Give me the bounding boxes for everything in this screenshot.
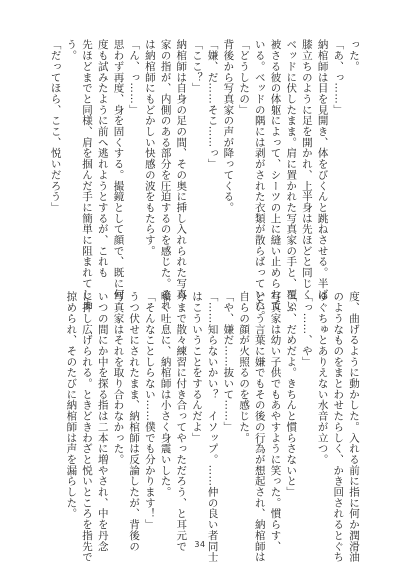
text-line: うつ伏せにされたまま、納棺師は反論したが、背後の bbox=[128, 291, 141, 552]
text-line: 「ここ？」 bbox=[190, 39, 203, 94]
text-line: 納棺師は自身の足の間、その奥に挿し入れられた写真 bbox=[175, 39, 188, 300]
text-line: のようなものをまとわせたらしく、かき回されるとぐち bbox=[332, 291, 345, 563]
text-line: 膝立ちのように足を開かれ、上半身は先ほどと同じく bbox=[300, 39, 313, 300]
text-line: という言葉に嫌でもその後の行為が想起され、納棺師は bbox=[253, 291, 266, 563]
text-line: ベッドに伏したまま。肩に置かれた写真家の手と、覆い bbox=[285, 39, 298, 311]
text-line: 掠められ、そのたびに納棺師は声を漏らした。 bbox=[65, 291, 78, 519]
text-line: 思わず再度、身を固くする。撮鏡として顔で、既に何 bbox=[112, 39, 125, 300]
text-line: 「や、嫌だ……抜いて……」 bbox=[222, 291, 235, 433]
text-line: はこういうことをするんだよ」 bbox=[190, 291, 203, 443]
text-line: 「どうしたの」 bbox=[238, 39, 251, 115]
text-line: う。 bbox=[65, 39, 78, 61]
text-line: 「嫌、だ……そこ……っ」 bbox=[206, 39, 219, 170]
text-line: 「だってほら、ここ、悦いだろう」 bbox=[49, 39, 62, 213]
text-line: 先ほどまでと同様、肩を掴んだ手に簡単に阻まれてしま bbox=[81, 39, 94, 311]
text-line: 写真家は幼い子供でもあやすように笑った。慣らす、 bbox=[269, 291, 282, 552]
text-line: 写真家はそれを取り合わなかった。 bbox=[112, 291, 125, 465]
text-line: った。 bbox=[348, 39, 360, 72]
text-line: 「ん、っ……」 bbox=[128, 39, 141, 115]
text-line: に押し広げられる。ときどきわざと悦いところを指先で bbox=[81, 291, 94, 563]
text-line: 「……知らないかい？ イソップ。……仲の良い者同士 bbox=[206, 291, 219, 563]
upper-text-column bbox=[49, 39, 361, 322]
text-line: 「あ、っ……」 bbox=[332, 39, 345, 115]
text-line: 被さる彼の体躯によって、シーツの上に縫い止められて bbox=[269, 39, 282, 311]
text-line: 「そんなことしらない……僕でも分かります！」 bbox=[143, 291, 156, 530]
text-line: 自らの顔が火照るのを感じた。 bbox=[238, 291, 251, 443]
page-number: 34 bbox=[194, 540, 206, 549]
text-line: 背後から写真家の声が降ってくる。 bbox=[222, 39, 235, 213]
text-line: 「ふ、だめだよ。きちんと慣らさないと」 bbox=[285, 291, 298, 498]
text-line: 納棺師は目を見開き、体をびくんと跳ねさせる。半ば bbox=[316, 39, 329, 300]
text-line: 「っ……、や」 bbox=[300, 291, 313, 367]
text-line: 囁く吐息に、納棺師は小さく身震いした。 bbox=[159, 291, 172, 498]
text-line: いつの間にか中を探る指は二本に増やされ、中を丹念 bbox=[96, 291, 109, 552]
text-line: 家の指が、内側のある部分を圧迫するのを感じた。それ bbox=[159, 39, 172, 311]
text-line: 度、曲げるように動かした。入れる前に指に何か潤滑油 bbox=[348, 291, 360, 563]
text-line: は納棺師にもどかしい快感の波をもたらす。 bbox=[143, 39, 156, 256]
text-line: 度も試みたように前へ逃れようとするが、これも bbox=[96, 39, 109, 278]
text-line: ゆぐちゅとありえない水音が立つ。 bbox=[316, 291, 329, 465]
text-line: 今まで散々練習に付き合ってやっただろう、と耳元で bbox=[175, 291, 188, 552]
text-line: いる。ベッドの隅には剥がされた衣類が散らばっていた。 bbox=[253, 39, 266, 322]
